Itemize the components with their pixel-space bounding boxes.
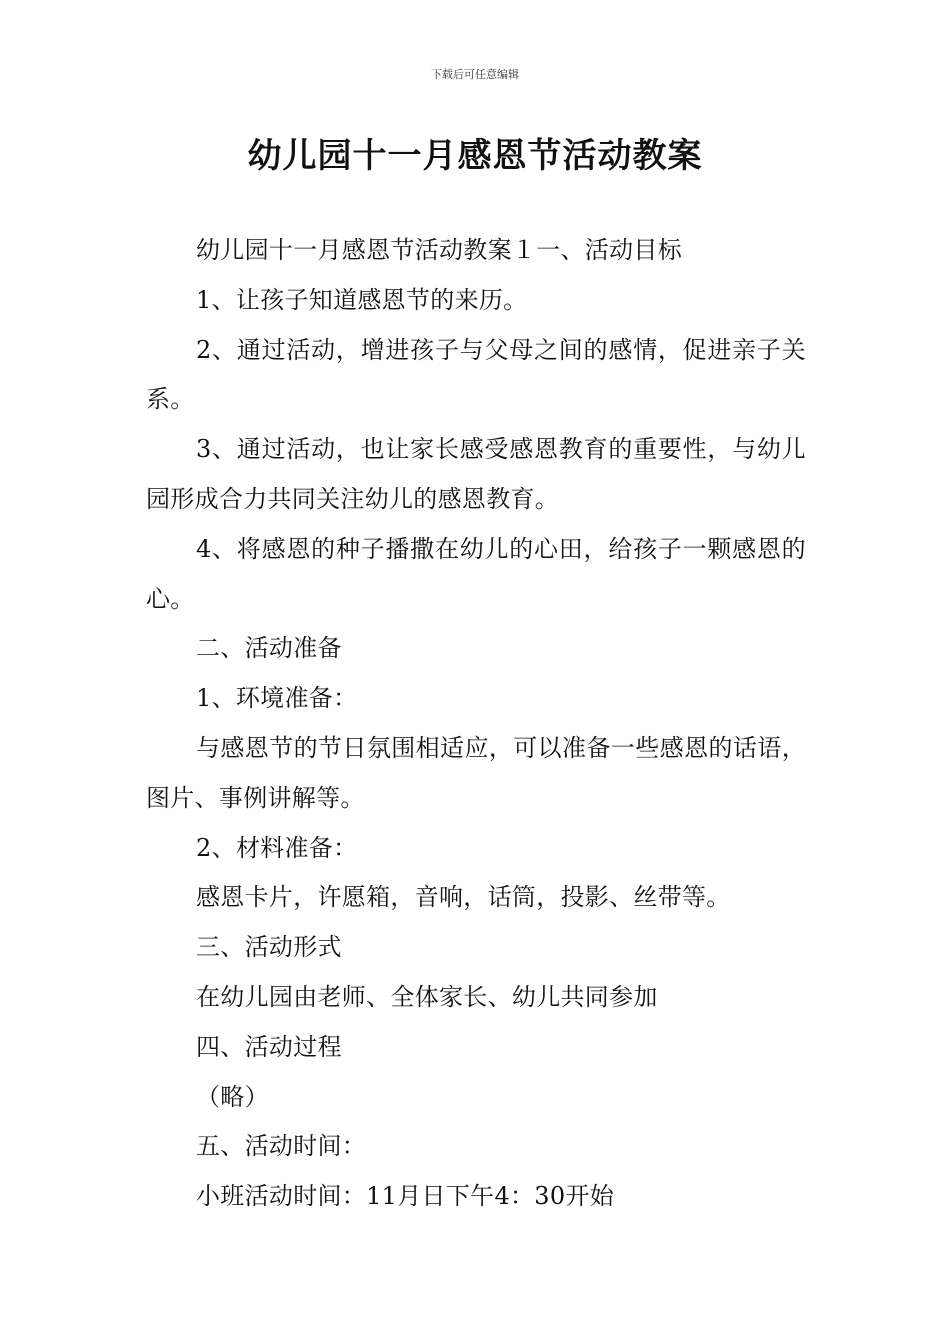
paragraph-time: 小班活动时间：11月日下午4：30开始 (196, 1182, 615, 1211)
paragraph-form: 在幼儿园由老师、全体家长、幼儿共同参加 (196, 982, 658, 1011)
paragraph-materials-heading: 2、材料准备： (196, 833, 358, 862)
section-heading-preparation: 二、活动准备 (196, 634, 342, 663)
paragraph-goal-3: 3、通过活动，也让家长感受感恩教育的重要性，与幼儿园形成合力共同关注幼儿的感恩教育。 (146, 435, 806, 513)
paragraph-goal-1: 1、让孩子知道感恩节的来历。 (196, 285, 528, 314)
document-title: 幼儿园十一月感恩节活动教案 (247, 136, 703, 176)
paragraph-process: （略） (196, 1082, 269, 1111)
paragraph-environment: 与感恩节的节日氛围相适应，可以准备一些感恩的话语，图片、事例讲解等。 (146, 733, 806, 812)
paragraph-goal-2: 2、通过活动，增进孩子与父母之间的感情，促进亲子关系。 (146, 335, 806, 414)
paragraph-environment-heading: 1、环境准备： (196, 684, 358, 713)
document-body (146, 226, 806, 1222)
paragraph-goal-4: 4、将感恩的种子播撒在幼儿的心田，给孩子一颗感恩的心。 (146, 534, 806, 613)
paragraph-materials: 感恩卡片，许愿箱，音响，话筒，投影、丝带等。 (196, 883, 731, 912)
paragraph-intro: 幼儿园十一月感恩节活动教案１一、活动目标 (196, 236, 682, 264)
section-heading-process: 四、活动过程 (196, 1032, 342, 1061)
section-heading-time: 五、活动时间： (196, 1132, 367, 1161)
section-heading-form: 三、活动形式 (196, 933, 342, 962)
header-note: 下载后可任意编辑 (431, 68, 519, 81)
